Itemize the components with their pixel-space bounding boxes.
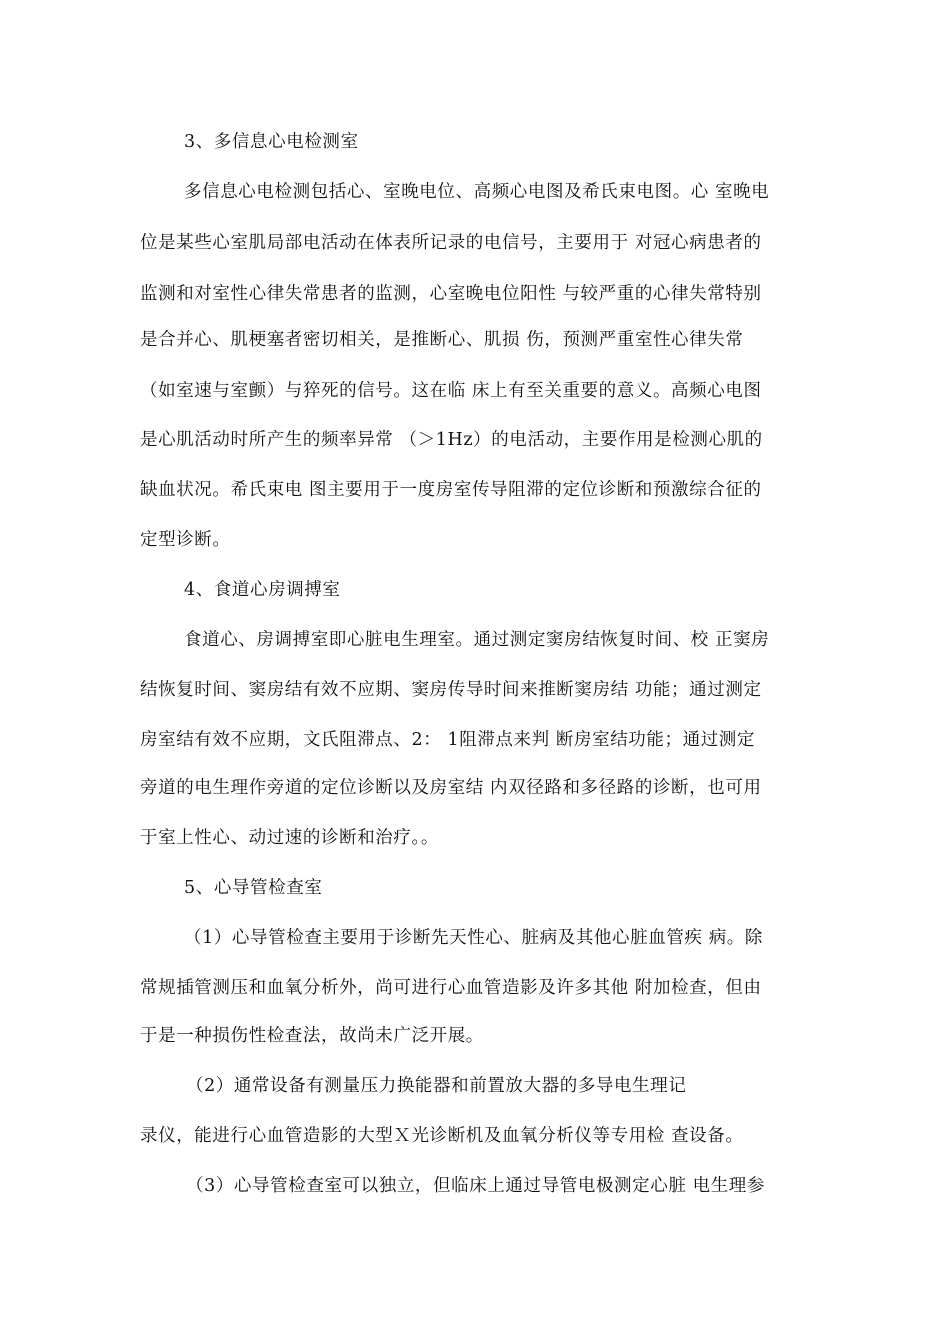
section-5-para-3-line: （3）心导管检查室可以独立，但临床上通过导管电极测定心脏 电生理参 bbox=[186, 1176, 765, 1196]
section-3-heading: 3、多信息心电检测室 bbox=[184, 132, 359, 152]
section-4-line: 于室上性心、动过速的诊断和治疗。。 bbox=[140, 828, 439, 848]
section-5-para-1-line: 于是一种损伤性检查法，故尚未广泛开展。 bbox=[140, 1026, 484, 1046]
section-3-line: 是合并心、肌梗塞者密切相关，是推断心、肌损 伤，预测严重室性心律失常 bbox=[140, 330, 744, 350]
section-3-line: 是心肌活动时所产生的频率异常 （＞1Hz）的电活动，主要作用是检测心肌的 bbox=[140, 430, 763, 450]
section-5-para-2-line: 录仪，能进行心血管造影的大型Ｘ光诊断机及血氧分析仪等专用检 查设备。 bbox=[140, 1126, 744, 1146]
section-4-heading: 4、食道心房调搏室 bbox=[184, 580, 341, 600]
section-4-line: 房室结有效不应期，文氏阻滞点、2： 1阻滞点来判 断房室结功能；通过测定 bbox=[140, 730, 755, 750]
section-4-line: 旁道的电生理作旁道的定位诊断以及房室结 内双径路和多径路的诊断，也可用 bbox=[140, 778, 762, 798]
section-3-line: 监测和对室性心律失常患者的监测，心室晚电位阳性 与较严重的心律失常特别 bbox=[140, 284, 762, 304]
section-4-line: 食道心、房调搏室即心脏电生理室。通过测定窦房结恢复时间、校 正窦房 bbox=[184, 630, 770, 650]
section-3-line: 缺血状况。希氏束电 图主要用于一度房室传导阻滞的定位诊断和预激综合征的 bbox=[140, 480, 762, 500]
section-5-para-1-line: 常规插管测压和血氧分析外，尚可进行心血管造影及许多其他 附加检查，但由 bbox=[140, 978, 762, 998]
section-3-line: 定型诊断。 bbox=[140, 530, 231, 550]
section-4-line: 结恢复时间、窦房结有效不应期、窦房传导时间来推断窦房结 功能；通过测定 bbox=[140, 680, 762, 700]
section-5-heading: 5、心导管检查室 bbox=[184, 878, 323, 898]
section-3-line: 多信息心电检测包括心、室晚电位、高频心电图及希氏束电图。心 室晚电 bbox=[184, 182, 770, 202]
section-5-para-2-line: （2）通常设备有测量压力换能器和前置放大器的多导电生理记 bbox=[186, 1076, 687, 1096]
section-3-line: 位是某些心室肌局部电活动在体表所记录的电信号，主要用于 对冠心病患者的 bbox=[140, 233, 762, 253]
section-5-para-1-line: （1）心导管检查主要用于诊断先天性心、脏病及其他心脏血管疾 病。除 bbox=[184, 928, 763, 948]
section-3-line: （如室速与室颤）与猝死的信号。这在临 床上有至关重要的意义。高频心电图 bbox=[140, 381, 762, 401]
